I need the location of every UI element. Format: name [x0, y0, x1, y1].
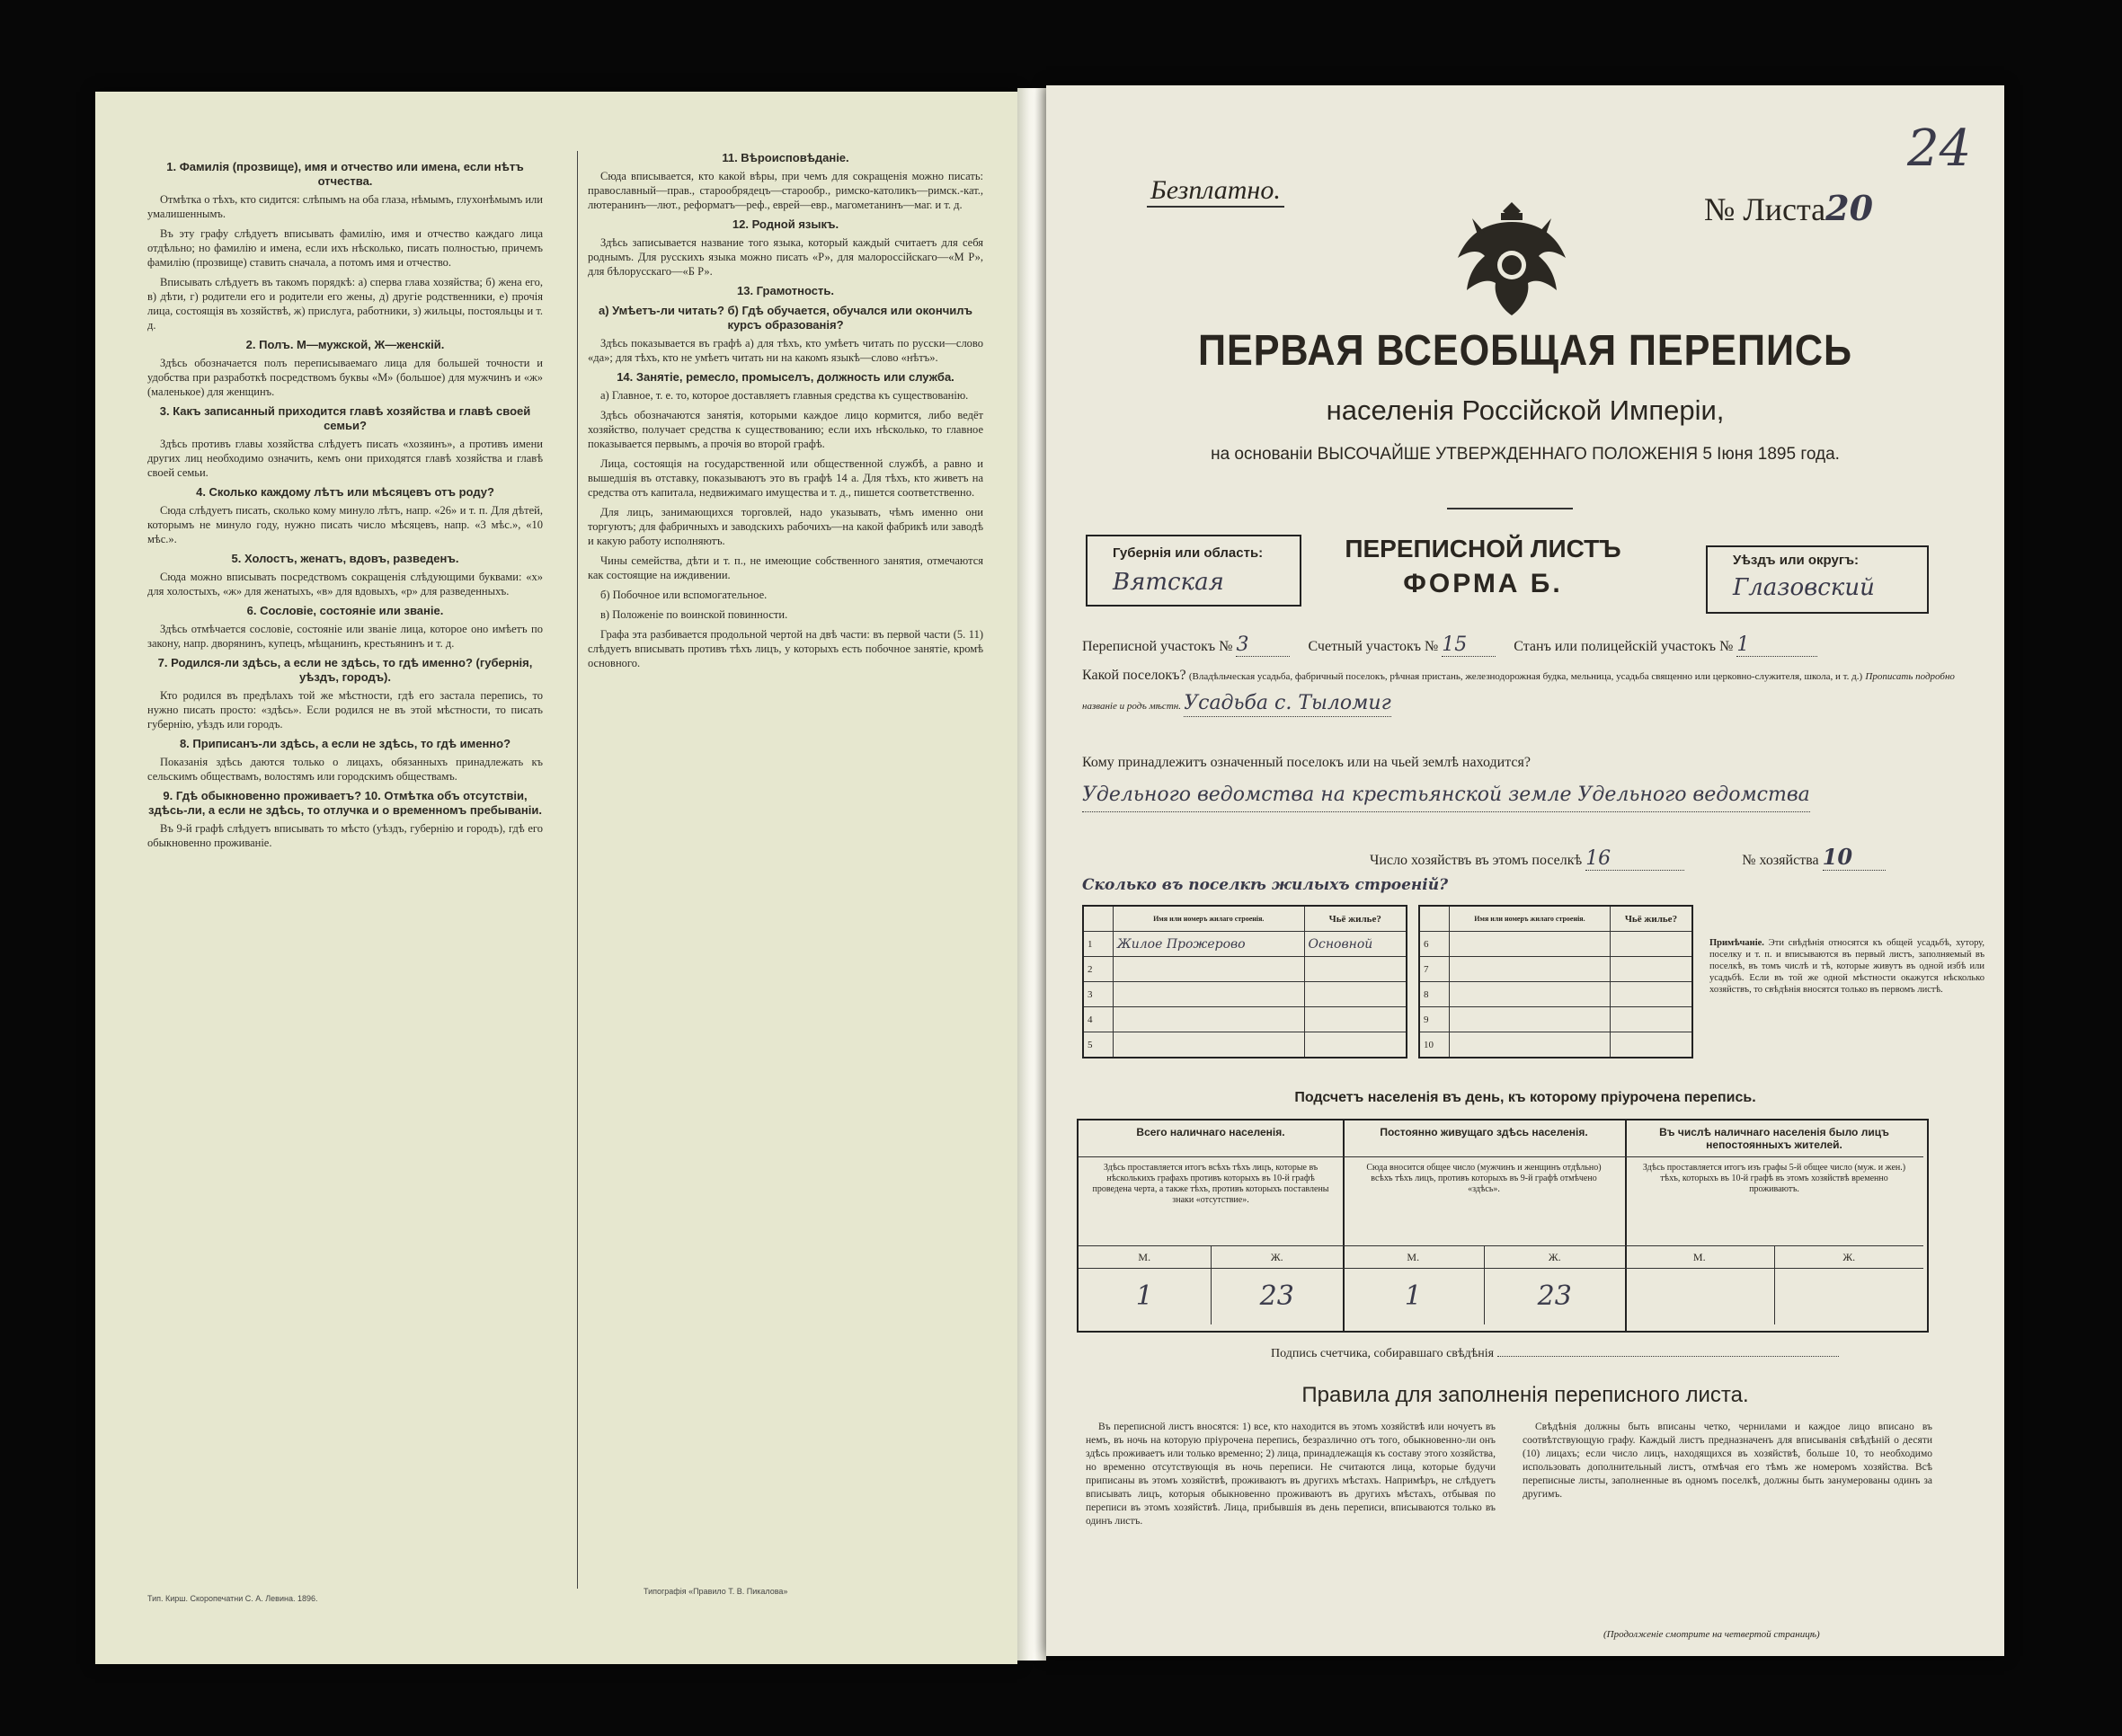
building-name-cell[interactable]	[1450, 957, 1611, 982]
rules-title: Правила для заполненія переписного листа.	[1301, 1383, 1749, 1407]
male-label: М.	[1343, 1246, 1485, 1268]
instruction-heading: 9. Гдѣ обыкновенно проживаетъ? 10. Отмѣтка объ отсутствіи, здѣсь-ли, а если не здѣсь, то отлучка и о временномъ пребываніи.	[148, 789, 542, 817]
instruction-paragraph: Здѣсь записывается название того языка, который каждый считаетъ для себя роднымъ. Для русскихъ языка можно писать «Р», для малороссійскаго—«М Р», для бѣлорусскаго—«Б Р».	[588, 236, 983, 278]
households-value: 16	[1585, 847, 1684, 871]
instruction-heading: 11. Вѣроисповѣданіе.	[722, 151, 849, 164]
owner-cell[interactable]	[1610, 957, 1692, 982]
census-title: ПЕРВАЯ ВСЕОБЩАЯ ПЕРЕПИСЬ	[1198, 327, 1852, 375]
owner-cell[interactable]	[1610, 1007, 1692, 1032]
instruction-paragraph: Сюда слѣдуетъ писать, сколько кому минуло лѣтъ, напр. «26» и т. п. Для дѣтей, которымъ не минуло году, нужно писать число мѣсяцевъ, напр. «3 мѣс.», «10 мѣс.».	[147, 504, 543, 545]
building-name-cell[interactable]	[1114, 1032, 1305, 1058]
row-number: 1	[1083, 932, 1114, 957]
instruction-heading: 12. Родной языкъ.	[732, 217, 839, 231]
building-name-cell[interactable]	[1114, 1007, 1305, 1032]
instruction-heading: 6. Сословіе, состояніе или званіе.	[246, 604, 444, 617]
building-name-cell[interactable]: Жилое Прожерово	[1114, 932, 1305, 957]
table-row	[1083, 932, 1407, 957]
female-count[interactable]: 23	[1259, 1280, 1294, 1312]
female-count[interactable]	[1775, 1269, 1924, 1324]
table-row	[1419, 1032, 1692, 1058]
printer-imprint-right: Типографія «Правило Т. В. Пикалова»	[644, 1587, 788, 1596]
owner-cell[interactable]	[1610, 932, 1692, 957]
rules-text-2: Свѣдѣнія должны быть вписаны четко, чернилами и каждое лицо вписано въ соотвѣтствующую графу. Каждый листъ предназначенъ для вписыванія свѣдѣній о десяти (10) лицахъ; если число лицъ, находящихся въ хозяйствѣ, больше 10, то необходимо использовать дополнительный листъ, отмѣчая его тѣмъ же номеромъ хозяйства. Всѣ переписные листы, заполненные въ одномъ поселкѣ, должны быть занумерованы одинъ за другимъ.	[1523, 1422, 1932, 1500]
owner-cell[interactable]	[1304, 957, 1407, 982]
buildings-note	[1709, 937, 1984, 996]
sex-values-row	[1079, 1269, 1343, 1324]
census-basis: на основаніи ВЫСОЧАЙШЕ УТВЕРЖДЕННАГО ПОЛОЖЕНІЯ 5 Іюня 1895 года.	[1211, 445, 1840, 464]
instruction-paragraph: Сюда можно вписывать посредствомъ сокращенія слѣдующими буквами: «х» для холостыхъ, «ж» для женатыхъ, «в» для вдовыхъ, «р» для разведенныхъ.	[147, 571, 543, 598]
uezd-value: Глазовский	[1733, 574, 1875, 601]
sex-values-row	[1343, 1269, 1625, 1324]
table-row	[1419, 982, 1692, 1007]
summary-title: Подсчетъ населенія въ день, къ которому пріурочена перепись.	[1294, 1090, 1756, 1105]
summary-column-header: Постоянно живущаго здѣсь населенія.	[1343, 1120, 1625, 1157]
guberniya-box	[1086, 535, 1301, 607]
instructions-column-2	[588, 146, 983, 1574]
female-label: Ж.	[1548, 1251, 1561, 1263]
buildings-note-text: Эти свѣдѣнія относятся къ общей усадьбѣ, хутору, поселку и т. п. и вписываются въ первый листъ, заполняемый въ поселкѣ, въ томъ числѣ и тѣ, которые живутъ въ одной избѣ или усадьбѣ. Если въ той же одной мѣстности окажутся нѣсколько хозяйствъ, то свѣдѣнія вносятся только въ первомъ листѣ.	[1709, 938, 1985, 995]
building-name-cell[interactable]	[1114, 982, 1305, 1007]
row-number: 5	[1083, 1032, 1114, 1058]
table-header-row	[1419, 906, 1692, 932]
census-subtitle: населенія Россійской Имперіи,	[1326, 394, 1725, 426]
sex-labels-row	[1079, 1246, 1343, 1269]
instruction-paragraph: Здѣсь показывается въ графѣ а) для тѣхъ, кто умѣетъ читать по русски—слово «да»; для тѣхъ, кто не умѣетъ читать ни на какомъ языкѣ—слово «нѣтъ».	[588, 337, 983, 364]
owner-cell[interactable]	[1304, 1032, 1407, 1058]
free-stamp: Безплатно.	[1147, 175, 1284, 208]
male-count[interactable]: 1	[1079, 1269, 1212, 1324]
building-name-cell[interactable]	[1114, 957, 1305, 982]
row-number: 4	[1083, 1007, 1114, 1032]
row-number: 7	[1419, 957, 1450, 982]
counting-area-label: Счетный участокъ №	[1308, 639, 1439, 654]
row-number: 3	[1083, 982, 1114, 1007]
census-area-label: Переписной участокъ №	[1082, 639, 1233, 654]
row-number: 10	[1419, 1032, 1450, 1058]
settlement-name-value: Усадьба с. Тыломиг	[1184, 690, 1390, 717]
summary-column-description: Сюда вносится общее число (мужчинъ и женщинъ отдѣльно) всѣхъ тѣхъ лицъ, противъ которыхъ въ 9-й графѣ отмѣчено «здѣсь».	[1343, 1157, 1625, 1246]
building-name-cell[interactable]	[1450, 1032, 1611, 1058]
instruction-paragraph: Чины семейства, дѣти и т. п., не имеющие собственного занятия, отмечаются как состоящие на иждивении.	[588, 554, 983, 581]
instruction-heading: 3. Какъ записанный приходится главѣ хозяйства и главѣ своей семьи?	[159, 404, 531, 432]
table-header-cell	[1083, 906, 1114, 932]
instruction-paragraph: Графа эта разбивается продольной чертой на двѣ части: въ первой части (5. 11) слѣдуетъ вписывать противъ тѣхъ лицъ, у которыхъ есть побочное занятіе, кромѣ основного.	[588, 628, 983, 669]
building-name-cell[interactable]	[1450, 982, 1611, 1007]
instruction-heading: 13. Грамотность.	[737, 284, 834, 297]
table-row	[1083, 1032, 1407, 1058]
building-name-header: Имя или номеръ жилаго строенія.	[1114, 906, 1305, 932]
settlement-line	[1082, 662, 1972, 720]
table-header-row	[1083, 906, 1407, 932]
rules-column-1	[1086, 1421, 1496, 1643]
sheet-number-label	[1704, 188, 1873, 228]
census-area-value: 3	[1236, 633, 1290, 657]
buildings-label: Сколько въ поселкѣ жилыхъ строеній?	[1082, 876, 1449, 894]
uezd-box	[1706, 545, 1929, 614]
instruction-paragraph: в) Положеніе по воинской повинности.	[600, 608, 788, 621]
counting-area-value: 15	[1442, 633, 1496, 657]
row-number: 2	[1083, 957, 1114, 982]
instruction-paragraph: б) Побочное или вспомогательное.	[600, 589, 768, 601]
female-count[interactable]: 23	[1537, 1280, 1572, 1312]
left-page	[95, 92, 1017, 1664]
table-row	[1419, 1007, 1692, 1032]
instruction-paragraph: Здѣсь обозначается полъ переписываемаго лица для большей точности и удобства при разработкѣ посредствомъ буквы «М» (большое) для мужчинъ и «ж» (маленькое) для женщинъ.	[147, 357, 543, 398]
female-label: Ж.	[1270, 1251, 1283, 1263]
owner-line	[1082, 747, 1972, 813]
summary-column-description: Здѣсь проставляется итогъ изъ графы 5-й общее число (муж. и жен.) тѣхъ, которыхъ въ 10-й графѣ въ этомъ хозяйствѣ временно проживаютъ.	[1625, 1157, 1923, 1246]
instruction-paragraph: Лица, состоящія на государственной или общественной службѣ, а равно и вышедшія въ отставку, показываютъ это въ графѣ 14 а. Для тѣхъ, кто живетъ на средства отъ капитала, недвижимаго имущества и т. д., пишется соответственно.	[588, 457, 983, 499]
household-no-label: № хозяйства	[1742, 853, 1819, 868]
printer-imprint-left: Тип. Кирш. Скоропечатни С. А. Левина. 1896.	[147, 1594, 318, 1603]
summary-column	[1343, 1120, 1627, 1331]
sex-labels-row	[1625, 1246, 1923, 1269]
table-header-cell	[1419, 906, 1450, 932]
row-number: 9	[1419, 1007, 1450, 1032]
right-page	[1046, 85, 2004, 1656]
summary-column	[1079, 1120, 1345, 1331]
instruction-heading: 1. Фамилія (прозвище), имя и отчество или имена, если нѣтъ отчества.	[166, 160, 524, 188]
buildings-note-label: Примѣчаніе.	[1709, 938, 1764, 948]
page-gutter	[1017, 88, 1046, 1661]
instruction-paragraph: Здѣсь обозначаются занятія, которыми каждое лицо кормится, либо ведёт хозяйство, получает средства к существованию; если ихъ нѣсколько, то главное показывается первымъ, а прочія во второй графѣ.	[588, 409, 983, 450]
signature-label: Подпись счетчика, собиравшаго свѣдѣнія	[1271, 1347, 1495, 1360]
uezd-label: Уѣздъ или округъ:	[1733, 553, 1860, 568]
table-row	[1083, 957, 1407, 982]
instruction-paragraph: Здѣсь противъ главы хозяйства слѣдуетъ писать «хозяинъ», а противъ имени других лиц необходимо означить, кемъ они приходятся главѣ хозяйства и главѣ своей семьи.	[147, 438, 543, 479]
sex-labels-row	[1343, 1246, 1625, 1269]
title-rule	[1447, 508, 1573, 509]
male-count[interactable]	[1625, 1269, 1775, 1324]
owner-header: Чьё жилье?	[1304, 906, 1407, 932]
instruction-heading: а) Умѣетъ-ли читать? б) Гдѣ обучается, обучался или окончилъ курсъ образованія?	[599, 304, 972, 332]
building-name-cell[interactable]	[1450, 932, 1611, 957]
form-name: ФОРМА Б.	[1403, 569, 1563, 598]
form-title: ПЕРЕПИСНОЙ ЛИСТЪ	[1345, 535, 1621, 562]
male-count[interactable]: 1	[1343, 1269, 1485, 1324]
row-number: 8	[1419, 982, 1450, 1007]
table-row	[1083, 1007, 1407, 1032]
signature-line	[1271, 1347, 1839, 1361]
instruction-paragraph: Здѣсь отмѣчается сословіе, состояніе или званіе лица, которое оно имѣетъ по закону, напр. дворянинъ, купецъ, мѣщанинъ, крестьянинъ и т. д.	[147, 623, 543, 650]
household-no-value: 10	[1823, 844, 1886, 871]
rules-continue: (Продолженіе смотрите на четвертой страницѣ)	[1603, 1629, 1820, 1640]
instruction-heading: 7. Родился-ли здѣсь, а если не здѣсь, то гдѣ именно? (губернія, уѣздъ, городъ).	[157, 656, 533, 684]
corner-page-number: 24	[1907, 120, 1972, 178]
owner-cell[interactable]	[1304, 1007, 1407, 1032]
guberniya-value: Вятская	[1113, 569, 1224, 596]
instruction-paragraph: Въ 9-й графѣ слѣдуетъ вписывать то мѣсто (уѣздъ, губернію и городъ), гдѣ его обыкновенно проживаніе.	[147, 822, 543, 849]
row-number: 6	[1419, 932, 1450, 957]
instruction-heading: 2. Полъ. М—мужской, Ж—женскій.	[245, 338, 445, 351]
rules-column-2	[1523, 1421, 1932, 1616]
table-row	[1083, 982, 1407, 1007]
buildings-table-left	[1082, 905, 1407, 1058]
sheet-number-prefix: № Листа	[1704, 191, 1826, 227]
instruction-paragraph: Вписывать слѣдуетъ въ такомъ порядкѣ: а) сперва глава хозяйства; б) жена его, в) дѣти, г) родители его и родители его жены, д) другіе родственники, е) прочія лица, состоящія въ хозяйствѣ, ж) прислуга, работники, з) жильцы, постояльцы и т. д.	[147, 276, 543, 332]
building-name-cell[interactable]	[1450, 1007, 1611, 1032]
instruction-heading: 14. Занятіе, ремесло, промыселъ, должность или служба.	[617, 370, 954, 384]
owner-cell[interactable]	[1610, 1032, 1692, 1058]
owner-header: Чьё жилье?	[1610, 906, 1692, 932]
instruction-paragraph: Показанія здѣсь даются только о лицахъ, обязанныхъ принадлежать къ сельскимъ обществамъ, волостямъ или городскимъ обществамъ.	[147, 756, 543, 783]
instruction-heading: 5. Холостъ, женатъ, вдовъ, разведенъ.	[231, 552, 459, 565]
building-name-header: Имя или номеръ жилаго строенія.	[1450, 906, 1611, 932]
instructions-column-1	[147, 155, 543, 1574]
buildings-table-right	[1418, 905, 1693, 1058]
settlement-name-label: Прописать подробно названіе и родъ мѣстн.	[1082, 671, 1955, 712]
settlement-label: Какой поселокъ?	[1082, 668, 1186, 683]
table-row	[1419, 932, 1692, 957]
owner-label: Кому принадлежитъ означенный поселокъ или на чьей землѣ находится?	[1082, 755, 1531, 770]
households-line	[1370, 844, 1990, 871]
instruction-paragraph: Сюда вписывается, кто какой вѣры, при чемъ для сокращенія можно писать: православный—прав., старообрядецъ—старообр., римско-католикъ—римск.-кат., лютеранинъ—лют., реформатъ—реф., еврей—евр., магометанинъ—маг. и т. д.	[588, 170, 983, 211]
male-label: М.	[1079, 1246, 1212, 1268]
male-label: М.	[1625, 1246, 1775, 1268]
sheet-number-value: 20	[1825, 188, 1874, 228]
summary-column	[1625, 1120, 1923, 1331]
summary-table	[1077, 1119, 1929, 1333]
area-line	[1082, 633, 1972, 657]
instruction-paragraph: Кто родился въ предѣлахъ той же мѣстности, гдѣ его застала перепись, то нужно писать просто: «здѣсь». Если родился не въ этой мѣстности, то писать губернію, уѣздъ или городъ.	[147, 689, 543, 731]
guberniya-label: Губернія или область:	[1113, 545, 1264, 561]
owner-cell[interactable]	[1610, 982, 1692, 1007]
settlement-note: (Владѣльческая усадьба, фабричный поселокъ, рѣчная пристань, железнодорожная будка, мельница, усадьба священно или церковно-служителя, школа, и т. д.)	[1188, 671, 1863, 682]
summary-column-description: Здѣсь проставляется итогъ всѣхъ тѣхъ лицъ, которые въ нѣсколькихъ графахъ противъ которыхъ въ 10-й графѣ проведена черта, а также тѣхъ, противъ которыхъ поставлены знаки «отсутствие».	[1079, 1157, 1343, 1246]
female-label: Ж.	[1842, 1251, 1856, 1263]
owner-cell[interactable]: Основной	[1304, 932, 1407, 957]
owner-cell[interactable]	[1304, 982, 1407, 1007]
column-divider	[577, 151, 578, 1589]
table-row	[1419, 957, 1692, 982]
imperial-eagle-icon	[1449, 186, 1575, 321]
households-label: Число хозяйствъ въ этомъ поселкѣ	[1370, 853, 1583, 868]
instruction-paragraph: Для лицъ, занимающихся торговлей, надо указывать, чѣмъ именно они торгуютъ; для фабричныхъ и заводскихъ рабочихъ—на какой фабрикѣ или заводѣ и какую работу исполняютъ.	[588, 506, 983, 547]
rules-text-1: Въ переписной листъ вносятся: 1) все, кто находится въ этомъ хозяйствѣ или ночуетъ въ немъ, въ ночь на которую пріурочена перепись, безразлично отъ того, обыкновенно-ли онъ здѣсь проживаетъ или только временно; 2) лица, принадлежащія къ составу этого хозяйства, но временно отсутствующія въ ночь переписи. Не считаются лица, которые будучи приписаны въ этомъ хозяйствѣ, проживаютъ въ другихъ мѣстахъ. Напримѣръ, не слѣдуетъ вписывать лицъ, которыя обыкновенно проживаютъ въ другихъ мѣстахъ, отбывая по переписи въ этомъ хозяйствѣ. Лица, прибывшія въ день переписи, вписываются только въ одинъ листъ.	[1086, 1422, 1496, 1527]
instruction-heading: 4. Сколько каждому лѣтъ или мѣсяцевъ отъ роду?	[196, 485, 494, 499]
stan-label: Станъ или полицейскій участокъ №	[1514, 639, 1734, 654]
stan-value: 1	[1736, 633, 1817, 657]
instruction-paragraph: Отмѣтка о тѣхъ, кто сидится: слѣпымъ на оба глаза, нѣмымъ, глухонѣмымъ или умалишеннымъ.	[147, 193, 543, 220]
instruction-paragraph: Въ эту графу слѣдуетъ вписывать фамилію, имя и отчество каждаго лица отдѣльно; но фамилію и имена, если ихъ нѣсколько, писать полностью, причемъ фамилію (прозвище) ставить сначала, а потомъ имя и отчество.	[147, 227, 543, 269]
owner-value: Удельного ведомства на крестьянской земле Удельного ведомства	[1082, 779, 1810, 812]
instruction-paragraph: а) Главное, т. е. то, которое доставляетъ главныя средства къ существованію.	[600, 389, 969, 402]
summary-column-header: Всего наличнаго населенія.	[1079, 1120, 1343, 1157]
sex-values-row	[1625, 1269, 1923, 1324]
summary-column-header: Въ числѣ наличнаго населенія было лицъ непостоянныхъ жителей.	[1625, 1120, 1923, 1157]
instruction-heading: 8. Приписанъ-ли здѣсь, а если не здѣсь, то гдѣ именно?	[179, 737, 511, 750]
signature-blank[interactable]	[1497, 1356, 1839, 1357]
